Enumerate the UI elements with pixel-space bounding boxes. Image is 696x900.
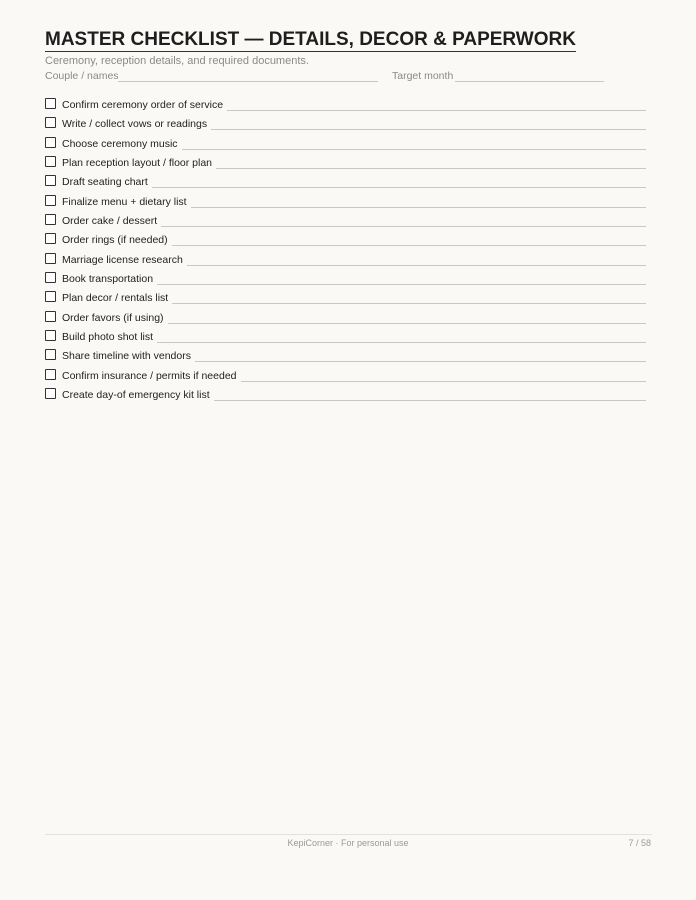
checkbox[interactable] [45, 369, 56, 380]
notes-line[interactable] [195, 347, 646, 362]
checklist-item [45, 154, 646, 173]
checklist-item-label: Plan decor / rentals list [62, 292, 169, 305]
checklist-item [45, 328, 646, 347]
checklist-item-label: Write / collect vows or readings [62, 118, 208, 131]
checklist-item-label: Confirm ceremony order of service [62, 99, 224, 111]
checklist-item-label: Order cake / dessert [62, 215, 158, 228]
notes-line[interactable] [211, 115, 646, 130]
couple-field[interactable] [118, 81, 378, 82]
notes-line[interactable] [241, 367, 647, 382]
checklist-item-label: Build photo shot list [62, 331, 154, 344]
notes-line[interactable] [172, 289, 646, 304]
notes-line[interactable] [168, 309, 646, 324]
checkbox[interactable] [45, 349, 56, 360]
checklist-item [45, 115, 646, 134]
notes-line[interactable] [172, 231, 646, 246]
checklist-item [45, 251, 646, 270]
checklist-item-label: Create day-of emergency kit list [62, 389, 210, 402]
checklist-item [45, 289, 646, 308]
checklist-item-label: Finalize menu + dietary list [62, 195, 187, 208]
checklist-item [45, 270, 646, 289]
checklist-item [45, 193, 646, 212]
notes-line[interactable] [152, 173, 646, 188]
notes-line[interactable] [216, 154, 646, 169]
checklist-item-label: Choose ceremony music [62, 137, 178, 150]
footer-divider [45, 834, 652, 835]
checklist-item [45, 96, 646, 115]
checkbox[interactable] [45, 137, 56, 148]
checklist-item [45, 347, 646, 366]
checklist-item-label: Order rings (if needed) [62, 234, 168, 247]
checklist-page [45, 0, 646, 900]
checklist-item-label: Share timeline with vendors [62, 350, 191, 363]
meta-fields [45, 70, 646, 84]
checklist [45, 96, 646, 406]
checklist-item [45, 231, 646, 250]
page-number: 7 / 58 [628, 838, 651, 848]
checklist-item [45, 386, 646, 405]
notes-line[interactable] [191, 193, 646, 208]
page-title: MASTER CHECKLIST — DETAILS, DECOR & PAPERWORK [45, 29, 576, 50]
checklist-item [45, 173, 646, 192]
target-month-field[interactable] [455, 81, 604, 82]
checkbox[interactable] [45, 156, 56, 167]
checkbox[interactable] [45, 311, 56, 322]
checkbox[interactable] [45, 388, 56, 399]
target-month-label: Target month [392, 70, 454, 82]
checklist-item-label: Plan reception layout / floor plan [62, 157, 213, 170]
checkbox[interactable] [45, 330, 56, 341]
checklist-item-label: Confirm insurance / permits if needed [62, 369, 237, 382]
checklist-item-label: Marriage license research [62, 253, 183, 266]
page-subtitle: Ceremony, reception details, and required documents. [45, 55, 309, 67]
checkbox[interactable] [45, 233, 56, 244]
footer-text: KepiCorner · For personal use [287, 838, 409, 848]
checkbox[interactable] [45, 253, 56, 264]
checkbox[interactable] [45, 117, 56, 128]
checklist-item-label: Draft seating chart [62, 176, 148, 189]
notes-line[interactable] [182, 135, 646, 150]
checklist-item [45, 212, 646, 231]
notes-line[interactable] [227, 96, 646, 111]
notes-line[interactable] [157, 328, 646, 343]
notes-line[interactable] [214, 386, 646, 401]
checkbox[interactable] [45, 98, 56, 109]
checklist-item [45, 309, 646, 328]
checklist-item [45, 367, 646, 386]
checkbox[interactable] [45, 272, 56, 283]
notes-line[interactable] [161, 212, 646, 227]
checkbox[interactable] [45, 214, 56, 225]
checklist-item-label: Book transportation [62, 273, 154, 286]
checkbox[interactable] [45, 175, 56, 186]
checkbox[interactable] [45, 291, 56, 302]
notes-line[interactable] [157, 270, 646, 285]
checklist-item [45, 135, 646, 154]
notes-line[interactable] [187, 251, 646, 266]
checkbox[interactable] [45, 195, 56, 206]
couple-label: Couple / names [45, 70, 119, 82]
checklist-item-label: Order favors (if using) [62, 311, 164, 324]
